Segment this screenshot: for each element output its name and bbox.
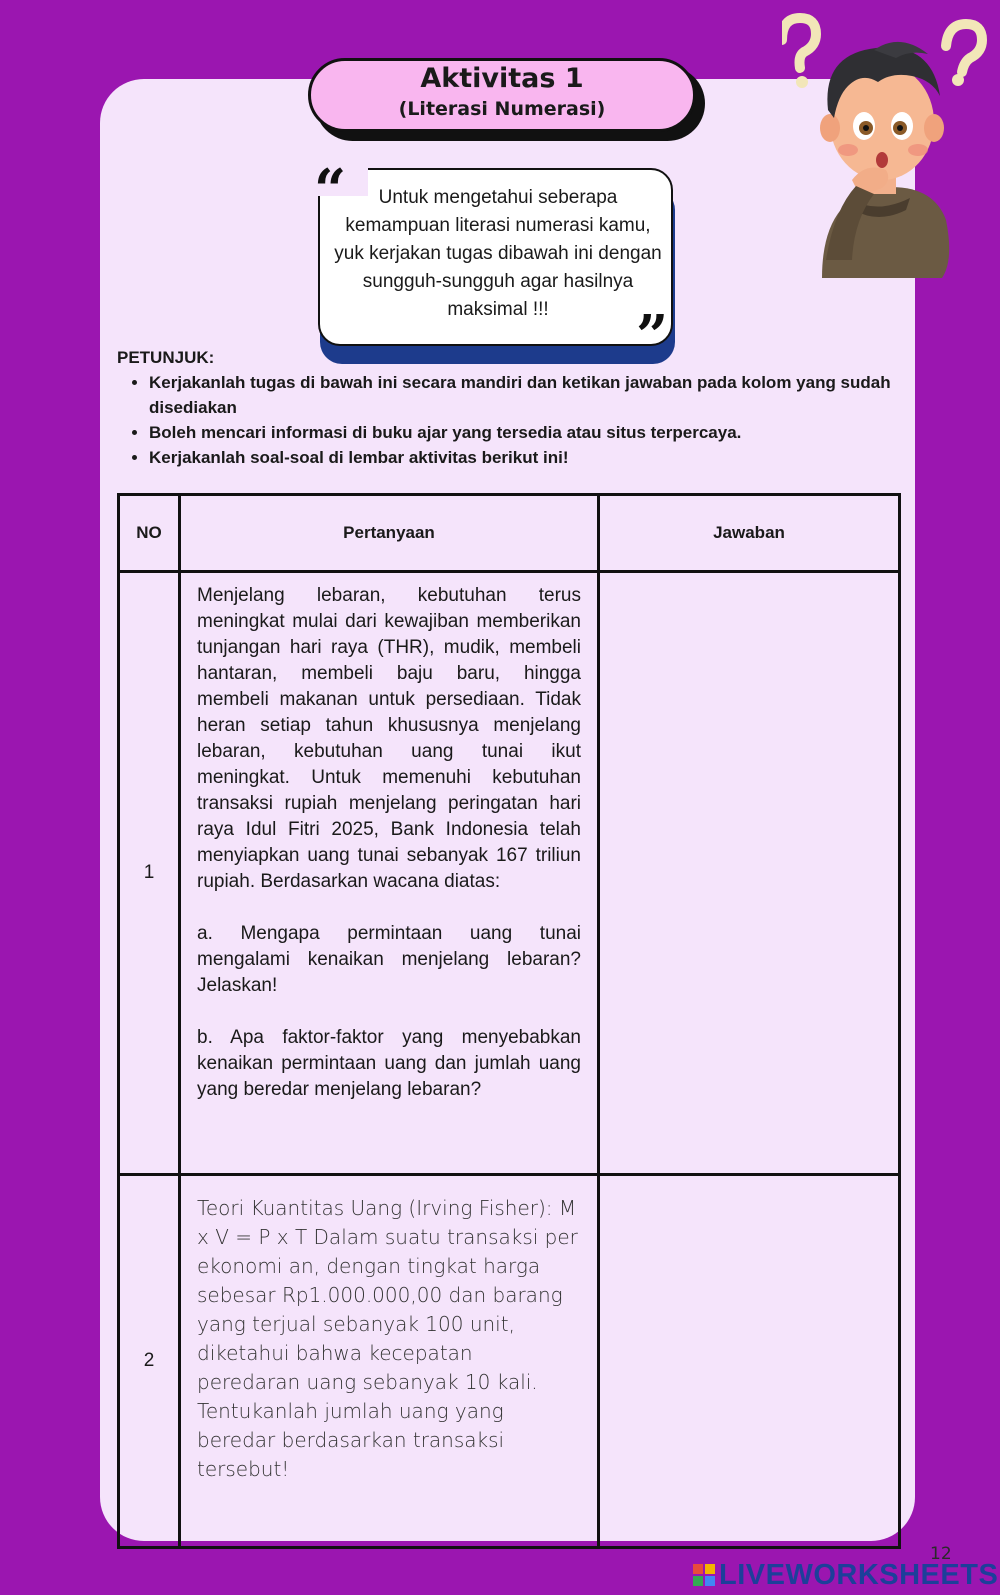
question-paragraph: a. Mengapa permintaan uang tunai mengalami kenaikan menjelang lebaran? Jelaskan!	[197, 923, 581, 996]
question-text	[180, 572, 599, 1175]
page-title: Aktivitas 1	[420, 63, 584, 94]
instruction-item: • Kerjakanlah soal-soal di lembar aktivitas berikut ini!	[149, 445, 939, 470]
page-subtitle: (Literasi Numerasi)	[398, 98, 606, 120]
instruction-item: • Kerjakanlah tugas di bawah ini secara mandiri dan ketikan jawaban pada kolom yang sudah disediakan	[149, 370, 939, 420]
close-quote-icon: ”	[636, 303, 669, 369]
question-text: Teori Kuantitas Uang (Irving Fisher): M x V = P x T Dalam suatu transaksi per ekonomi an, dengan tingkat harga sebesar Rp1.000.000,00 dan barang yang terjual sebanyak 100 unit, diketahui bahwa kecepatan peredaran uang sebanyak 10 kali. Tentukanlah jumlah uang yang beredar berdasarkan transaksi tersebut!	[180, 1175, 599, 1548]
table-row	[119, 1175, 900, 1548]
question-paragraph: Menjelang lebaran, kebutuhan terus meningkat mulai dari kewajiban memberikan tunjangan hari raya (THR), mudik, membeli hantaran, membeli baju baru, hingga membeli makanan untuk persediaan. Tidak heran setiap tahun khususnya menjelang lebaran, kebutuhan uang tunai ikut meningkat. Untuk memenuhi kebutuhan transaksi rupiah menjelang peringatan hari raya Idul Fitri 2025, Bank Indonesia telah menyiapkan uang tunai sebanyak 167 triliun rupiah. Berdasarkan wacana diatas:	[197, 585, 581, 892]
page-number: 12	[930, 1544, 952, 1564]
brand-name: LIVEWORKSHEETS	[719, 1558, 999, 1591]
brand-logo-icon	[693, 1564, 715, 1586]
table-header-row	[119, 495, 900, 572]
table-row	[119, 572, 900, 1175]
answer-input-1[interactable]	[599, 572, 900, 1175]
liveworksheets-logo[interactable]	[693, 1560, 998, 1590]
quote-text: Untuk mengetahui seberapa kemampuan literasi numerasi kamu, yuk kerjakan tugas dibawah ini dengan sungguh-sungguh agar hasilnya maksimal !!!	[334, 187, 662, 320]
quote-box	[318, 168, 673, 346]
answer-input-2[interactable]	[599, 1175, 900, 1548]
quote-callout	[314, 157, 676, 369]
question-paragraph: b. Apa faktor-faktor yang menyebabkan kenaikan permintaan uang dan jumlah uang yang beredar menjelang lebaran?	[197, 1027, 581, 1100]
instruction-item: • Boleh mencari informasi di buku ajar yang tersedia atau situs terpercaya.	[149, 420, 939, 445]
thinking-boy-illustration	[782, 10, 1000, 278]
instructions-list	[117, 370, 939, 470]
open-quote-icon: “	[314, 157, 347, 223]
row-number: 1	[119, 572, 180, 1175]
question-table	[117, 493, 901, 1549]
header-answer: Jawaban	[599, 495, 900, 572]
header-question: Pertanyaan	[180, 495, 599, 572]
header-no: NO	[119, 495, 180, 572]
row-number: 2	[119, 1175, 180, 1548]
title-banner	[308, 58, 696, 132]
instructions-label: PETUNJUK:	[117, 348, 215, 367]
